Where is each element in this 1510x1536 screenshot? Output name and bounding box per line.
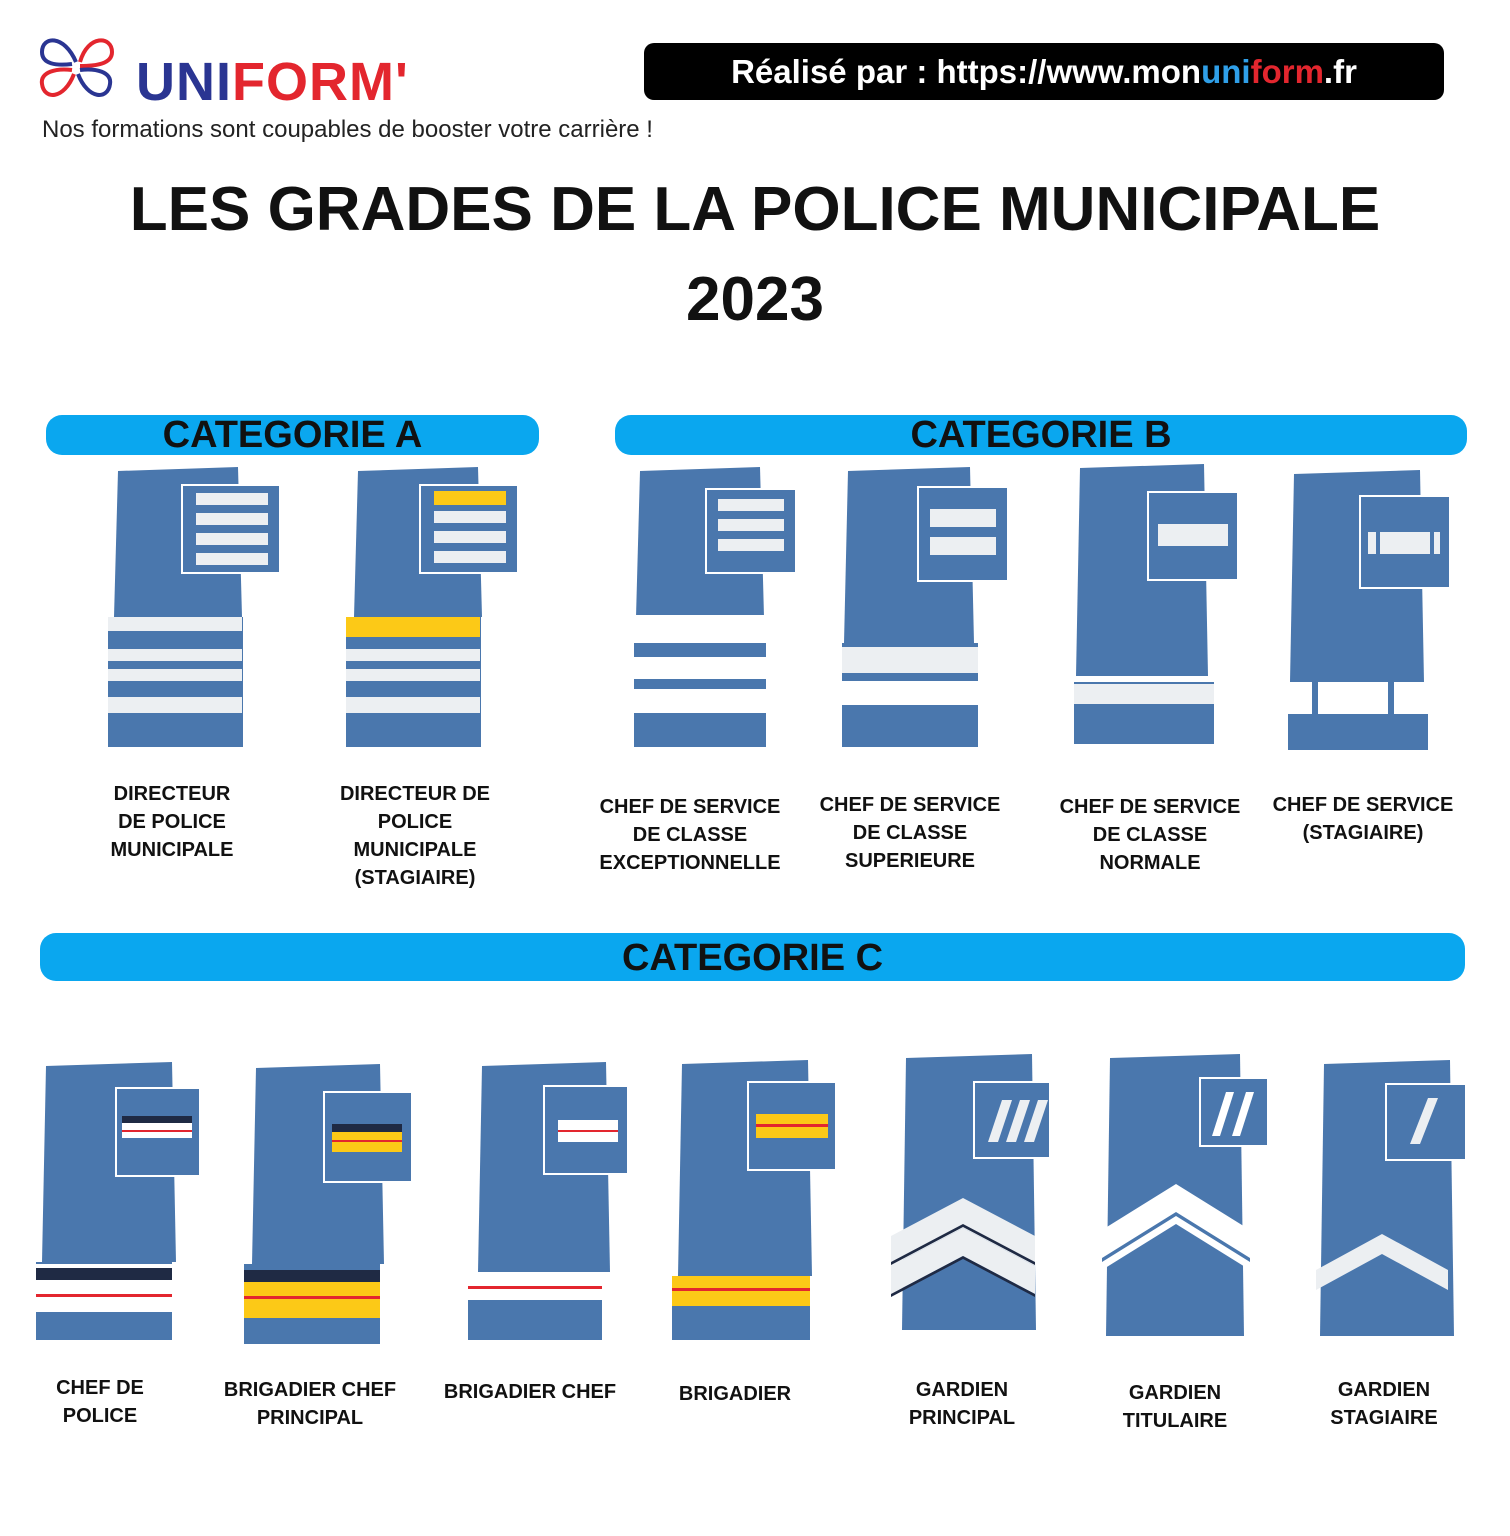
stripe <box>108 697 242 713</box>
stripe <box>756 1124 828 1127</box>
stripe <box>36 1268 172 1280</box>
stripe <box>634 657 766 679</box>
grade-label-brigadier: BRIGADIER <box>678 1383 792 1405</box>
grade-label-chef-service-stagiaire: CHEF DE SERVICE (STAGIAIRE) <box>1272 794 1454 844</box>
stripe <box>122 1116 192 1123</box>
stripe <box>1074 684 1214 704</box>
epaulette-gardien-titulaire <box>1096 1052 1276 1342</box>
stripe <box>346 617 480 637</box>
tagline: Nos formations sont coupables de booster votre carrière ! <box>42 116 653 143</box>
stripe <box>1158 524 1228 546</box>
epaulette-brigadier-chef-principal <box>240 1062 420 1352</box>
stripe <box>718 499 784 511</box>
epaulette-chef-service-stagiaire <box>1284 468 1464 758</box>
brand-part-uni: UNI <box>136 52 232 112</box>
stripe <box>244 1270 380 1282</box>
grade-label-chef-service-exceptionnelle: CHEF DE SERVICE DE CLASSE EXCEPTIONNELLE <box>599 796 781 874</box>
stripe <box>108 649 242 661</box>
epaulette-chef-service-superieure <box>838 465 1018 755</box>
stripe <box>930 537 996 555</box>
stripe <box>1288 684 1428 714</box>
stripe <box>1388 682 1394 714</box>
epaulette-brigadier-chef <box>460 1058 640 1348</box>
stripe <box>842 681 978 705</box>
category-b-header: CATEGORIE B <box>615 415 1467 455</box>
stripe <box>468 1286 602 1289</box>
banner-prefix: Réalisé par : https://www.mon <box>731 53 1202 90</box>
stripe <box>1288 712 1428 750</box>
stripe <box>108 669 242 681</box>
stripe <box>346 697 480 713</box>
stripe <box>558 1130 618 1132</box>
stripe <box>122 1130 192 1132</box>
stripe <box>244 1296 380 1299</box>
banner-uni: uni <box>1201 53 1251 90</box>
category-a-header: CATEGORIE A <box>46 415 539 455</box>
credit-banner[interactable] <box>644 43 1444 100</box>
epaulette-gardien-principal <box>888 1052 1068 1342</box>
stripe <box>434 491 506 505</box>
page-title: LES GRADES DE LA POLICE MUNICIPALE <box>129 175 1381 244</box>
stripe <box>434 511 506 523</box>
stripe <box>36 1294 172 1297</box>
stripe <box>346 649 480 661</box>
stripe <box>718 519 784 531</box>
stripe <box>434 551 506 563</box>
grade-label-brigadier-chef-principal: BRIGADIER CHEF PRINCIPAL <box>223 1379 397 1429</box>
stripe <box>332 1140 402 1142</box>
stripe <box>1376 532 1380 554</box>
stripe <box>108 617 243 747</box>
grade-label-gardien-stagiaire: GARDIEN STAGIAIRE <box>1330 1379 1438 1429</box>
stripe <box>332 1124 402 1132</box>
epaulette-brigadier <box>668 1058 848 1348</box>
grade-label-gardien-principal: GARDIEN PRINCIPAL <box>908 1379 1016 1429</box>
epaulette-directeur-stagiaire <box>340 465 530 755</box>
stripe <box>196 533 268 545</box>
stripe <box>196 493 268 505</box>
epaulette-chef-service-normale <box>1070 462 1250 752</box>
grade-label-chef-de-police: CHEF DE POLICE <box>56 1377 144 1427</box>
epaulette-directeur <box>100 465 290 755</box>
zoom-inset <box>918 487 1008 581</box>
stripe <box>196 553 268 565</box>
uniform-logo-icon <box>34 24 118 108</box>
stripe <box>1430 532 1434 554</box>
grade-label-directeur: DIRECTEUR DE POLICE MUNICIPALE <box>110 783 234 861</box>
stripe <box>930 509 996 527</box>
banner-form: form <box>1250 53 1324 90</box>
grade-label-directeur-stagiaire: DIRECTEUR DE POLICE MUNICIPALE (STAGIAIRE) <box>339 783 490 889</box>
stripe <box>196 513 268 525</box>
stripe <box>672 1288 810 1291</box>
brand-part-form: FORM' <box>232 52 409 112</box>
stripe <box>108 617 242 631</box>
category-c-header: CATEGORIE C <box>40 933 1465 981</box>
stripe <box>434 531 506 543</box>
epaulette-chef-de-police <box>30 1058 210 1348</box>
stripe <box>1312 682 1318 714</box>
grade-label-chef-service-superieure: CHEF DE SERVICE DE CLASSE SUPERIEURE <box>819 794 1001 872</box>
grade-label-chef-service-normale: CHEF DE SERVICE DE CLASSE NORMALE <box>1059 796 1241 874</box>
grade-label-brigadier-chef: BRIGADIER CHEF <box>443 1381 617 1403</box>
stripe <box>634 615 766 643</box>
banner-suffix: .fr <box>1323 53 1357 90</box>
stripe <box>718 539 784 551</box>
epaulette-chef-service-exceptionnelle <box>630 465 810 755</box>
epaulette-gardien-stagiaire <box>1306 1058 1486 1348</box>
grade-label-gardien-titulaire: GARDIEN TITULAIRE <box>1122 1382 1228 1432</box>
page-title-year: 2023 <box>686 265 824 334</box>
brand-name <box>136 52 409 112</box>
stripe <box>634 689 766 713</box>
stripe <box>346 669 480 681</box>
stripe <box>842 647 978 673</box>
